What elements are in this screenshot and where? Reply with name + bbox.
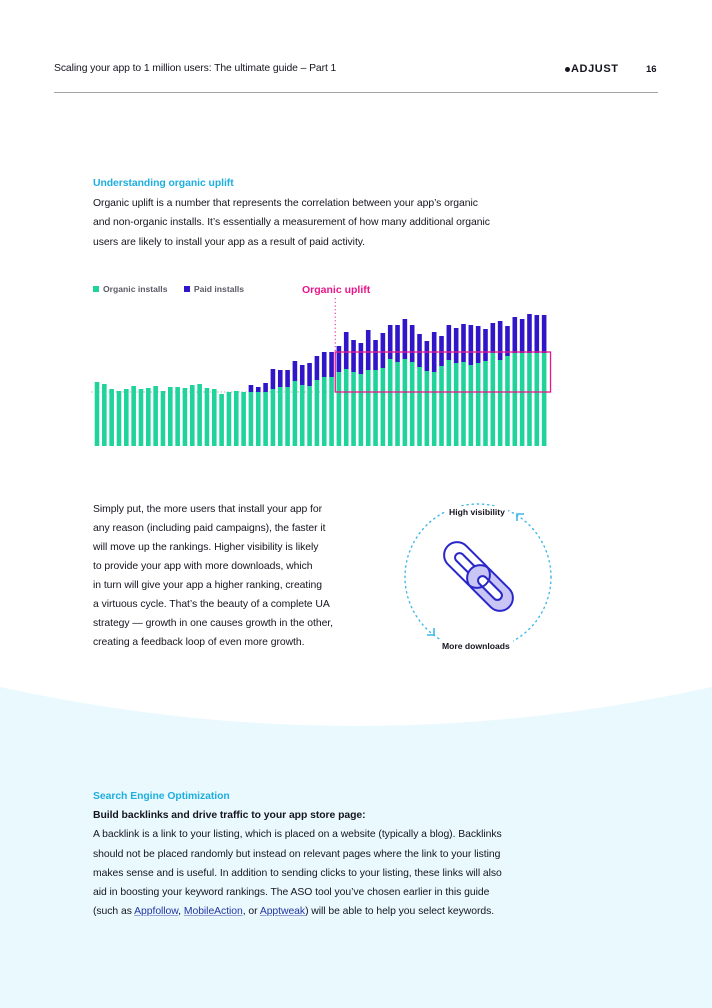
bar-organic bbox=[278, 387, 283, 446]
text-segment: ) will be able to help you select keywords. bbox=[305, 906, 495, 918]
appfollow-link[interactable]: Appfollow bbox=[134, 906, 179, 918]
adjust-logo bbox=[565, 61, 619, 77]
bar-organic bbox=[241, 392, 246, 446]
bar-paid bbox=[395, 325, 400, 362]
bar-paid bbox=[535, 315, 540, 353]
organic-uplift-section bbox=[93, 174, 490, 252]
bar-paid bbox=[359, 343, 364, 374]
mobileaction-link[interactable]: MobileAction bbox=[183, 906, 243, 918]
bar-paid bbox=[403, 319, 408, 359]
bar-organic bbox=[366, 370, 371, 446]
section-subheading: Build backlinks and drive traffic to your app store page: bbox=[93, 810, 366, 822]
bar-organic bbox=[153, 386, 158, 446]
bar-organic bbox=[527, 353, 532, 446]
bar-organic bbox=[410, 362, 415, 446]
text-segment: (such as bbox=[93, 906, 135, 918]
bar-organic bbox=[461, 362, 466, 446]
bar-organic bbox=[219, 394, 224, 446]
bar-organic bbox=[161, 391, 166, 446]
bar-paid bbox=[381, 333, 386, 368]
text-segment: , bbox=[178, 906, 184, 918]
document-title: Scaling your app to 1 million users: The ultimate guide – Part 1 bbox=[54, 63, 337, 74]
bar-paid bbox=[300, 365, 305, 385]
paragraph-line: aid in boosting your keyword rankings. The ASO tool you’ve chosen earlier in this guide bbox=[93, 887, 490, 899]
bar-organic bbox=[117, 391, 122, 446]
bar-paid bbox=[527, 314, 532, 353]
bar-organic bbox=[124, 389, 129, 446]
section-heading: Understanding organic uplift bbox=[93, 178, 234, 189]
bar-organic bbox=[205, 388, 210, 446]
bar-paid bbox=[542, 315, 547, 353]
bar-paid bbox=[278, 370, 283, 387]
bar-organic bbox=[520, 353, 525, 446]
bar-paid bbox=[315, 356, 320, 380]
bar-organic bbox=[139, 389, 144, 446]
bar-paid bbox=[513, 317, 518, 353]
bar-paid bbox=[307, 363, 312, 386]
bar-paid bbox=[351, 340, 356, 372]
page-number: 16 bbox=[646, 64, 657, 75]
bar-paid bbox=[454, 328, 459, 363]
bar-paid bbox=[263, 383, 268, 392]
bar-organic bbox=[542, 353, 547, 446]
bar-paid bbox=[425, 341, 430, 371]
chain-link-icon bbox=[439, 537, 519, 617]
bar-organic bbox=[447, 360, 452, 446]
bar-organic bbox=[190, 385, 195, 446]
bar-organic bbox=[329, 377, 334, 446]
bar-paid bbox=[337, 346, 342, 372]
bar-organic bbox=[454, 363, 459, 446]
paragraph-line: any reason (including paid campaigns), the faster it bbox=[93, 523, 326, 534]
paragraph-line: will move up the rankings. Higher visibility is likely bbox=[93, 542, 319, 553]
bar-organic bbox=[395, 362, 400, 446]
bar-paid bbox=[256, 387, 261, 392]
bar-organic bbox=[285, 387, 290, 446]
paragraph-line: Organic uplift is a number that represents the correlation between your app’s organic bbox=[93, 197, 478, 209]
bar-organic bbox=[307, 386, 312, 446]
bar-organic bbox=[109, 389, 114, 446]
paragraph-line-with-links bbox=[93, 902, 502, 921]
bar-organic bbox=[197, 384, 202, 446]
bar-paid bbox=[439, 336, 444, 366]
bar-organic bbox=[403, 359, 408, 446]
organic-uplift-annotation: Organic uplift bbox=[302, 284, 371, 296]
bar-paid bbox=[469, 325, 474, 365]
bar-paid bbox=[476, 326, 481, 363]
bar-organic bbox=[483, 361, 488, 446]
section-heading: Search Engine Optimization bbox=[93, 791, 230, 802]
bar-paid bbox=[520, 319, 525, 353]
bar-organic bbox=[535, 353, 540, 446]
bar-organic bbox=[131, 386, 136, 446]
bar-paid bbox=[271, 369, 276, 389]
bar-paid bbox=[249, 385, 254, 392]
bar-organic bbox=[425, 371, 430, 446]
bar-organic bbox=[271, 389, 276, 446]
bar-organic bbox=[476, 363, 481, 446]
bar-organic bbox=[498, 360, 503, 446]
bar-organic bbox=[491, 353, 496, 446]
bar-paid bbox=[329, 352, 334, 377]
arrow-bottom-left-icon bbox=[427, 628, 434, 635]
paragraph-line: Simply put, the more users that install your app for bbox=[93, 504, 322, 515]
bar-organic bbox=[315, 380, 320, 446]
bar-paid bbox=[373, 340, 378, 370]
bar-organic bbox=[168, 387, 173, 446]
bar-organic bbox=[373, 370, 378, 446]
logo-text: ADJUST bbox=[571, 63, 619, 75]
bar-organic bbox=[417, 367, 422, 446]
bar-paid bbox=[461, 324, 466, 362]
bar-organic bbox=[300, 385, 305, 446]
apptweak-link[interactable]: Apptweak bbox=[259, 906, 306, 918]
paragraph-line: in turn will give your app a higher ranking, creating bbox=[93, 580, 322, 591]
bar-organic bbox=[249, 392, 254, 446]
bar-organic bbox=[344, 369, 349, 446]
bar-organic bbox=[322, 377, 327, 446]
bar-paid bbox=[344, 332, 349, 369]
bar-paid bbox=[417, 334, 422, 367]
bar-organic bbox=[234, 391, 239, 446]
bar-organic bbox=[388, 359, 393, 446]
bar-paid bbox=[410, 325, 415, 362]
bar-paid bbox=[293, 361, 298, 381]
bar-organic bbox=[175, 387, 180, 446]
bar-paid bbox=[388, 325, 393, 359]
bar-organic bbox=[256, 392, 261, 446]
bar-organic bbox=[351, 372, 356, 446]
bar-paid bbox=[366, 330, 371, 370]
paragraph-line: a virtuous cycle. That’s the beauty of a complete UA bbox=[93, 599, 330, 610]
installs-bar-chart bbox=[85, 290, 565, 450]
seo-section bbox=[93, 787, 502, 921]
bar-organic bbox=[95, 382, 100, 446]
bar-organic bbox=[146, 388, 151, 446]
bar-organic bbox=[337, 372, 342, 446]
paragraph-line: and non-organic installs. It’s essentially a measurement of how many additional organic bbox=[93, 217, 490, 228]
paragraph-line: A backlink is a link to your listing, which is placed on a website (typically a blog). Backlinks bbox=[93, 829, 502, 841]
bar-paid bbox=[498, 321, 503, 360]
bar-paid bbox=[285, 370, 290, 387]
paragraph-line: strategy — growth in one causes growth in the other, bbox=[93, 618, 333, 629]
bar-organic bbox=[183, 388, 188, 446]
text-segment: , or bbox=[242, 906, 260, 918]
bar-organic bbox=[263, 392, 268, 446]
bar-organic bbox=[227, 392, 232, 446]
virtuous-cycle-paragraph bbox=[93, 500, 333, 652]
bar-organic bbox=[439, 366, 444, 446]
bar-organic bbox=[432, 372, 437, 446]
paragraph-line: creating a feedback loop of even more growth. bbox=[93, 637, 305, 648]
paragraph-line: users are likely to install your app as a result of paid activity. bbox=[93, 236, 365, 248]
bar-paid bbox=[322, 352, 327, 377]
logo-mark-icon bbox=[565, 67, 570, 72]
high-visibility-label: High visibility bbox=[446, 506, 508, 518]
header-divider bbox=[54, 92, 658, 93]
bar-organic bbox=[212, 389, 217, 446]
bar-organic bbox=[102, 384, 107, 446]
arrow-top-right-icon bbox=[517, 514, 524, 521]
bar-organic bbox=[381, 368, 386, 446]
bar-organic bbox=[505, 356, 510, 446]
bar-organic bbox=[293, 381, 298, 446]
bar-paid bbox=[447, 325, 452, 360]
bar-organic bbox=[469, 365, 474, 446]
legend-label: Paid installs bbox=[193, 284, 245, 294]
bar-organic bbox=[359, 374, 364, 446]
legend-label: Organic installs bbox=[103, 284, 168, 294]
paragraph-line: should not be placed randomly but instead on relevant pages where the link to your listing bbox=[93, 848, 501, 860]
bar-paid bbox=[483, 329, 488, 361]
paragraph-line: makes sense and is useful. In addition to sending clicks to your listing, these links will also bbox=[93, 867, 502, 879]
visibility-cycle-diagram bbox=[395, 495, 565, 660]
paragraph-line: to provide your app with more downloads, which bbox=[93, 561, 313, 572]
bar-paid bbox=[491, 323, 496, 353]
bar-organic bbox=[513, 353, 518, 446]
more-downloads-label: More downloads bbox=[439, 640, 513, 652]
